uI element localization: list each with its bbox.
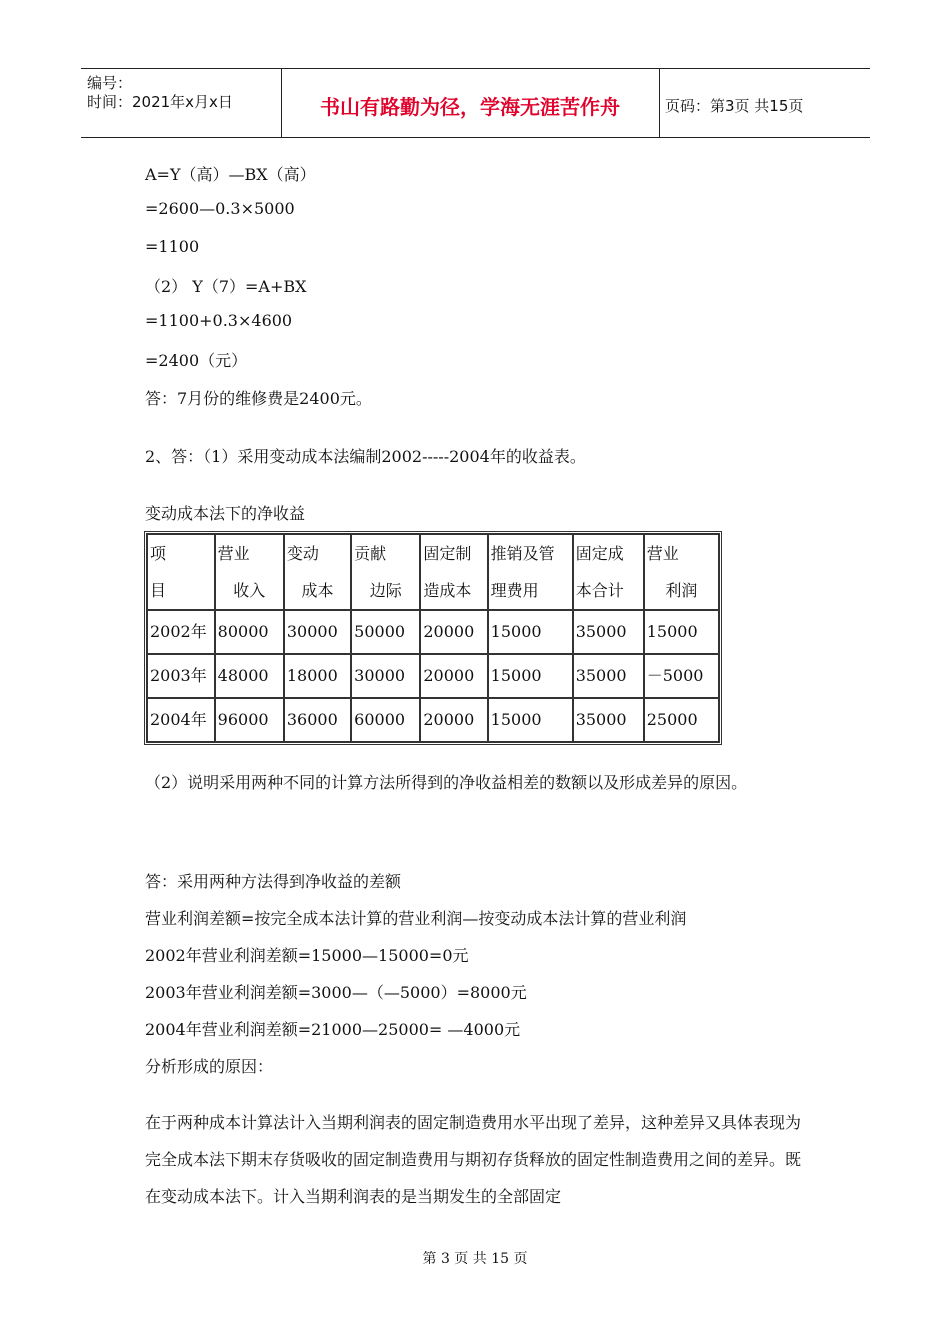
header-cell: 推销及管 理费用 — [488, 534, 573, 610]
formula-line-1: A=Y（高）—BX（高） — [145, 165, 316, 184]
table-cell: 30000 — [284, 610, 351, 654]
income-table — [144, 531, 722, 745]
header-cell: 项 目 — [147, 534, 215, 610]
table-cell: 18000 — [284, 654, 351, 698]
page-label: 页码：第3页 共15页 — [665, 97, 804, 115]
table-cell: 2004年 — [147, 698, 215, 742]
table-cell: 35000 — [573, 698, 644, 742]
answer-2-line-1: 答：采用两种方法得到净收益的差额 — [145, 872, 402, 891]
table-cell: 36000 — [284, 698, 351, 742]
formula-line-3: =1100 — [145, 237, 200, 256]
answer-line: 答：7月份的维修费是2400元。 — [145, 389, 372, 408]
table-caption: 变动成本法下的净收益 — [145, 504, 306, 523]
table-cell: 20000 — [420, 654, 487, 698]
answer-2-line-3: 2002年营业利润差额=15000—15000=0元 — [145, 946, 469, 965]
table-cell: 35000 — [573, 610, 644, 654]
table-cell: 80000 — [215, 610, 284, 654]
table-header-row — [147, 534, 719, 610]
motto: 书山有路勤为径，学海无涯苦作舟 — [320, 95, 620, 119]
table-cell: 2002年 — [147, 610, 215, 654]
table-cell: 15000 — [488, 654, 573, 698]
table-cell: 15000 — [644, 610, 719, 654]
formula-line-2: =2600—0.3×5000 — [145, 199, 295, 218]
header-motto-cell — [281, 69, 660, 137]
table-cell: －5000 — [644, 654, 719, 698]
table-cell: 15000 — [488, 610, 573, 654]
header-cell: 营业 收入 — [215, 534, 284, 610]
table-row — [147, 654, 719, 698]
table-row — [147, 698, 719, 742]
table-cell: 25000 — [644, 698, 719, 742]
formula-line-5: =1100+0.3×4600 — [145, 311, 293, 330]
analysis-heading: 分析形成的原因： — [145, 1057, 274, 1076]
table-cell: 96000 — [215, 698, 284, 742]
table-cell: 15000 — [488, 698, 573, 742]
formula-line-4: （2） Y（7）=A+BX — [145, 277, 307, 296]
question-2-line: 2、答：（1）采用变动成本法编制2002-----2004年的收益表。 — [145, 447, 586, 466]
table-cell: 30000 — [351, 654, 420, 698]
code-label: 编号： — [87, 74, 133, 92]
answer-2-line-4: 2003年营业利润差额=3000—（—5000）=8000元 — [145, 983, 527, 1002]
table-cell: 2003年 — [147, 654, 215, 698]
answer-2-line-5: 2004年营业利润差额=21000—25000= —4000元 — [145, 1020, 521, 1039]
date-label: 时间：2021年x月x日 — [87, 93, 233, 111]
table-cell: 20000 — [420, 610, 487, 654]
table-cell: 20000 — [420, 698, 487, 742]
header-cell: 固定成 本合计 — [573, 534, 644, 610]
answer-2-line-2: 营业利润差额=按完全成本法计算的营业利润—按变动成本法计算的营业利润 — [145, 909, 687, 928]
header-right-cell — [659, 69, 870, 137]
header-left-cell — [81, 69, 282, 137]
header-cell: 变动 成本 — [284, 534, 351, 610]
table-row — [147, 610, 719, 654]
header-cell: 固定制 造成本 — [420, 534, 487, 610]
page-header — [81, 68, 870, 138]
table-cell: 35000 — [573, 654, 644, 698]
question-2-part-2: （2）说明采用两种不同的计算方法所得到的净收益相差的数额以及形成差异的原因。 — [145, 773, 748, 792]
table-cell: 50000 — [351, 610, 420, 654]
page-footer: 第 3 页 共 15 页 — [422, 1251, 528, 1267]
table-cell: 60000 — [351, 698, 420, 742]
header-cell: 贡献 边际 — [351, 534, 420, 610]
formula-line-6: =2400（元） — [145, 351, 248, 370]
table-cell: 48000 — [215, 654, 284, 698]
analysis-paragraph: 在于两种成本计算法计入当期利润表的固定制造费用水平出现了差异，这种差异又具体表现为完全成本法下期末存货吸收的固定制造费用与期初存货释放的固定性制造费用之间的差异。既在变动成本法下。计入当期利润表的是当期发生的全部固定 — [145, 1113, 802, 1206]
header-cell: 营业 利润 — [644, 534, 719, 610]
